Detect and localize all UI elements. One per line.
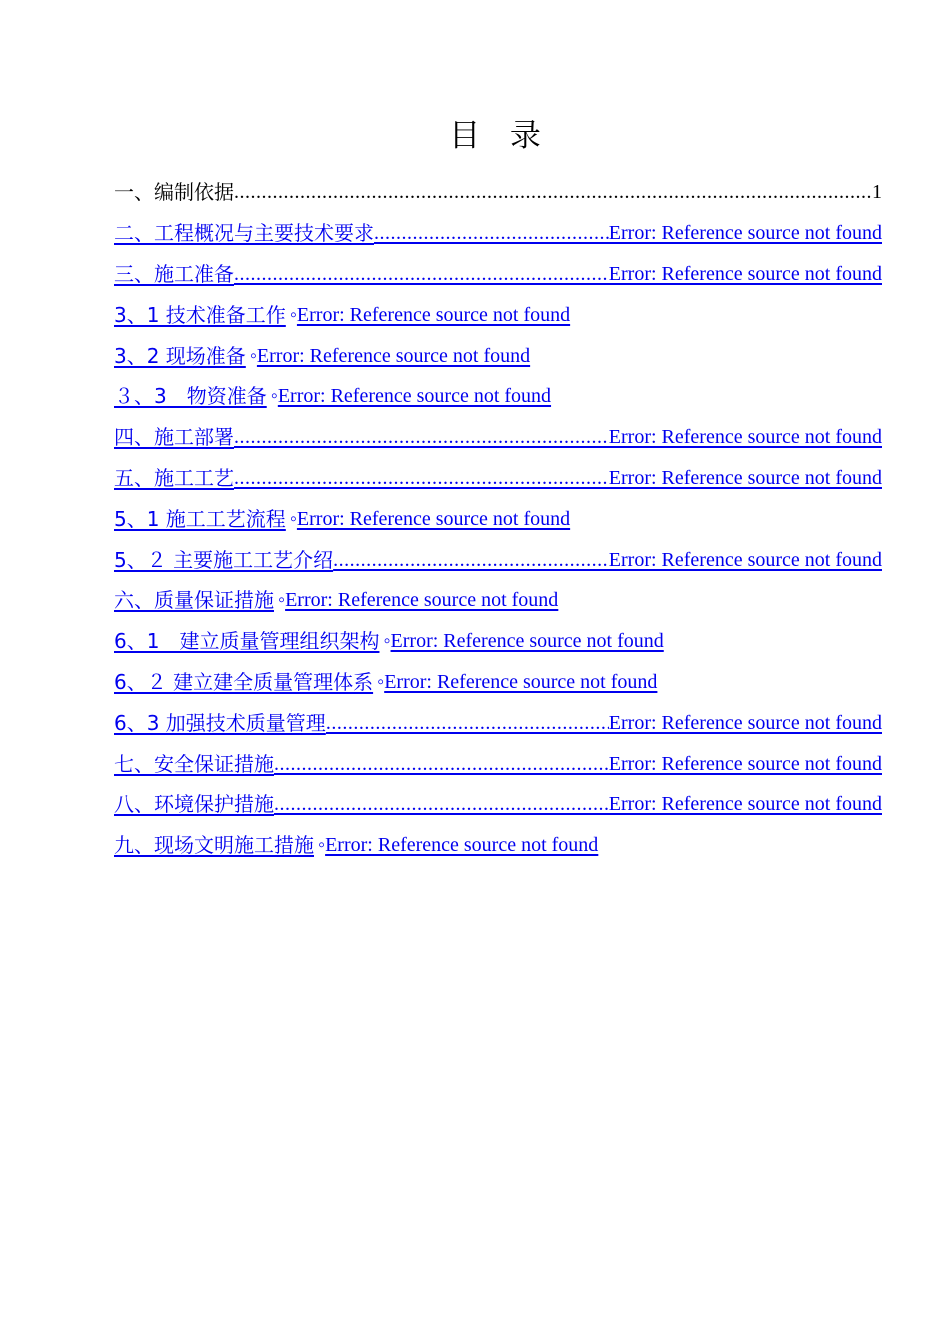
tab-marker: ◦ — [318, 834, 326, 857]
tab-marker: ◦ — [383, 630, 391, 653]
toc-entry-link[interactable] — [114, 498, 882, 539]
tab-marker: ◦ — [289, 507, 297, 530]
toc-entry-link[interactable] — [114, 417, 882, 458]
toc-dot-leader — [326, 711, 609, 735]
toc-dot-leader — [234, 425, 609, 449]
tab-marker: ◦ — [249, 344, 257, 367]
tab-marker: ◦ — [278, 589, 286, 612]
toc-entry-link[interactable] — [114, 825, 882, 866]
toc-entry-link[interactable] — [114, 743, 882, 784]
toc-page-reference: Error: Reference source not found — [608, 262, 882, 285]
toc-entry-link[interactable] — [114, 294, 882, 335]
toc-page-reference: Error: Reference source not found — [608, 548, 882, 571]
toc-entry-link[interactable] — [114, 458, 882, 499]
toc-entry-label: 五、施工工艺 — [114, 465, 234, 490]
toc-dot-leader — [234, 466, 609, 490]
toc-entry-label: 七、安全保证措施 — [114, 751, 274, 776]
toc-page-reference: Error: Reference source not found — [608, 426, 882, 449]
toc-entry-label: 5、２ 主要施工工艺介绍 — [114, 547, 334, 572]
toc-page-reference: Error: Reference source not found — [285, 589, 559, 612]
toc-entry-link[interactable] — [114, 621, 882, 662]
toc-page-reference: Error: Reference source not found — [608, 793, 882, 816]
toc-entry-label: 九、现场文明施工措施 — [114, 833, 314, 858]
toc-page-reference: Error: Reference source not found — [608, 466, 882, 489]
toc-page-reference: Error: Reference source not found — [608, 222, 882, 245]
toc-entry-label: 二、工程概况与主要技术要求 — [114, 221, 374, 246]
toc-entry-link[interactable] — [114, 662, 882, 703]
toc-entry-label: 5、1 施工工艺流程 — [114, 506, 286, 531]
toc-dot-leader — [274, 752, 609, 776]
toc-entry-link[interactable] — [114, 539, 882, 580]
toc-page-reference: Error: Reference source not found — [608, 752, 882, 775]
toc-entry-link[interactable] — [114, 335, 882, 376]
toc-page-reference: Error: Reference source not found — [296, 507, 571, 530]
tab-marker: ◦ — [270, 385, 278, 408]
toc-dot-leader — [374, 221, 609, 245]
toc-entry-label: 四、施工部署 — [114, 425, 234, 450]
toc-entry-link[interactable] — [114, 702, 882, 743]
toc-page-reference: Error: Reference source not found — [390, 630, 664, 653]
toc-page-reference: Error: Reference source not found — [608, 711, 882, 734]
toc-entry-link[interactable] — [114, 580, 882, 621]
toc-entry-label: 八、环境保护措施 — [114, 792, 274, 817]
toc-entry-link[interactable] — [114, 213, 882, 254]
toc-page-number: 1 — [872, 181, 882, 204]
table-of-contents — [114, 172, 882, 866]
toc-entry-label: 3、2 现场准备 — [114, 343, 246, 368]
toc-dot-leader — [274, 792, 609, 816]
toc-entry-link[interactable] — [114, 784, 882, 825]
toc-entry-label: 6、3 加强技术质量管理 — [114, 710, 326, 735]
toc-entry-label: 6、２ 建立建全质量管理体系 — [114, 669, 374, 694]
toc-page-reference: Error: Reference source not found — [325, 834, 599, 857]
toc-page-reference: Error: Reference source not found — [384, 670, 658, 693]
toc-entry-link[interactable] — [114, 376, 882, 417]
toc-entry-label: 三、施工准备 — [114, 261, 234, 286]
toc-page-reference: Error: Reference source not found — [277, 385, 552, 408]
toc-entry-label: 六、质量保证措施 — [114, 588, 274, 613]
tab-marker: ◦ — [289, 303, 297, 326]
toc-dot-leader — [333, 548, 609, 572]
toc-entry-link[interactable] — [114, 254, 882, 295]
toc-dot-leader — [234, 262, 609, 286]
toc-entry-label: 一、编制依据 — [114, 180, 234, 205]
toc-entry-label: 3、1 技术准备工作 — [114, 302, 286, 327]
toc-entry[interactable] — [114, 172, 882, 213]
toc-title: 目 录 — [449, 118, 551, 154]
toc-page-reference: Error: Reference source not found — [256, 344, 531, 367]
tab-marker: ◦ — [377, 670, 385, 693]
toc-entry-label: ３、3 物资准备 — [114, 384, 267, 409]
toc-dot-leader — [234, 180, 872, 204]
toc-page-reference: Error: Reference source not found — [296, 303, 571, 326]
toc-entry-label: 6、1 建立质量管理组织架构 — [114, 629, 380, 654]
